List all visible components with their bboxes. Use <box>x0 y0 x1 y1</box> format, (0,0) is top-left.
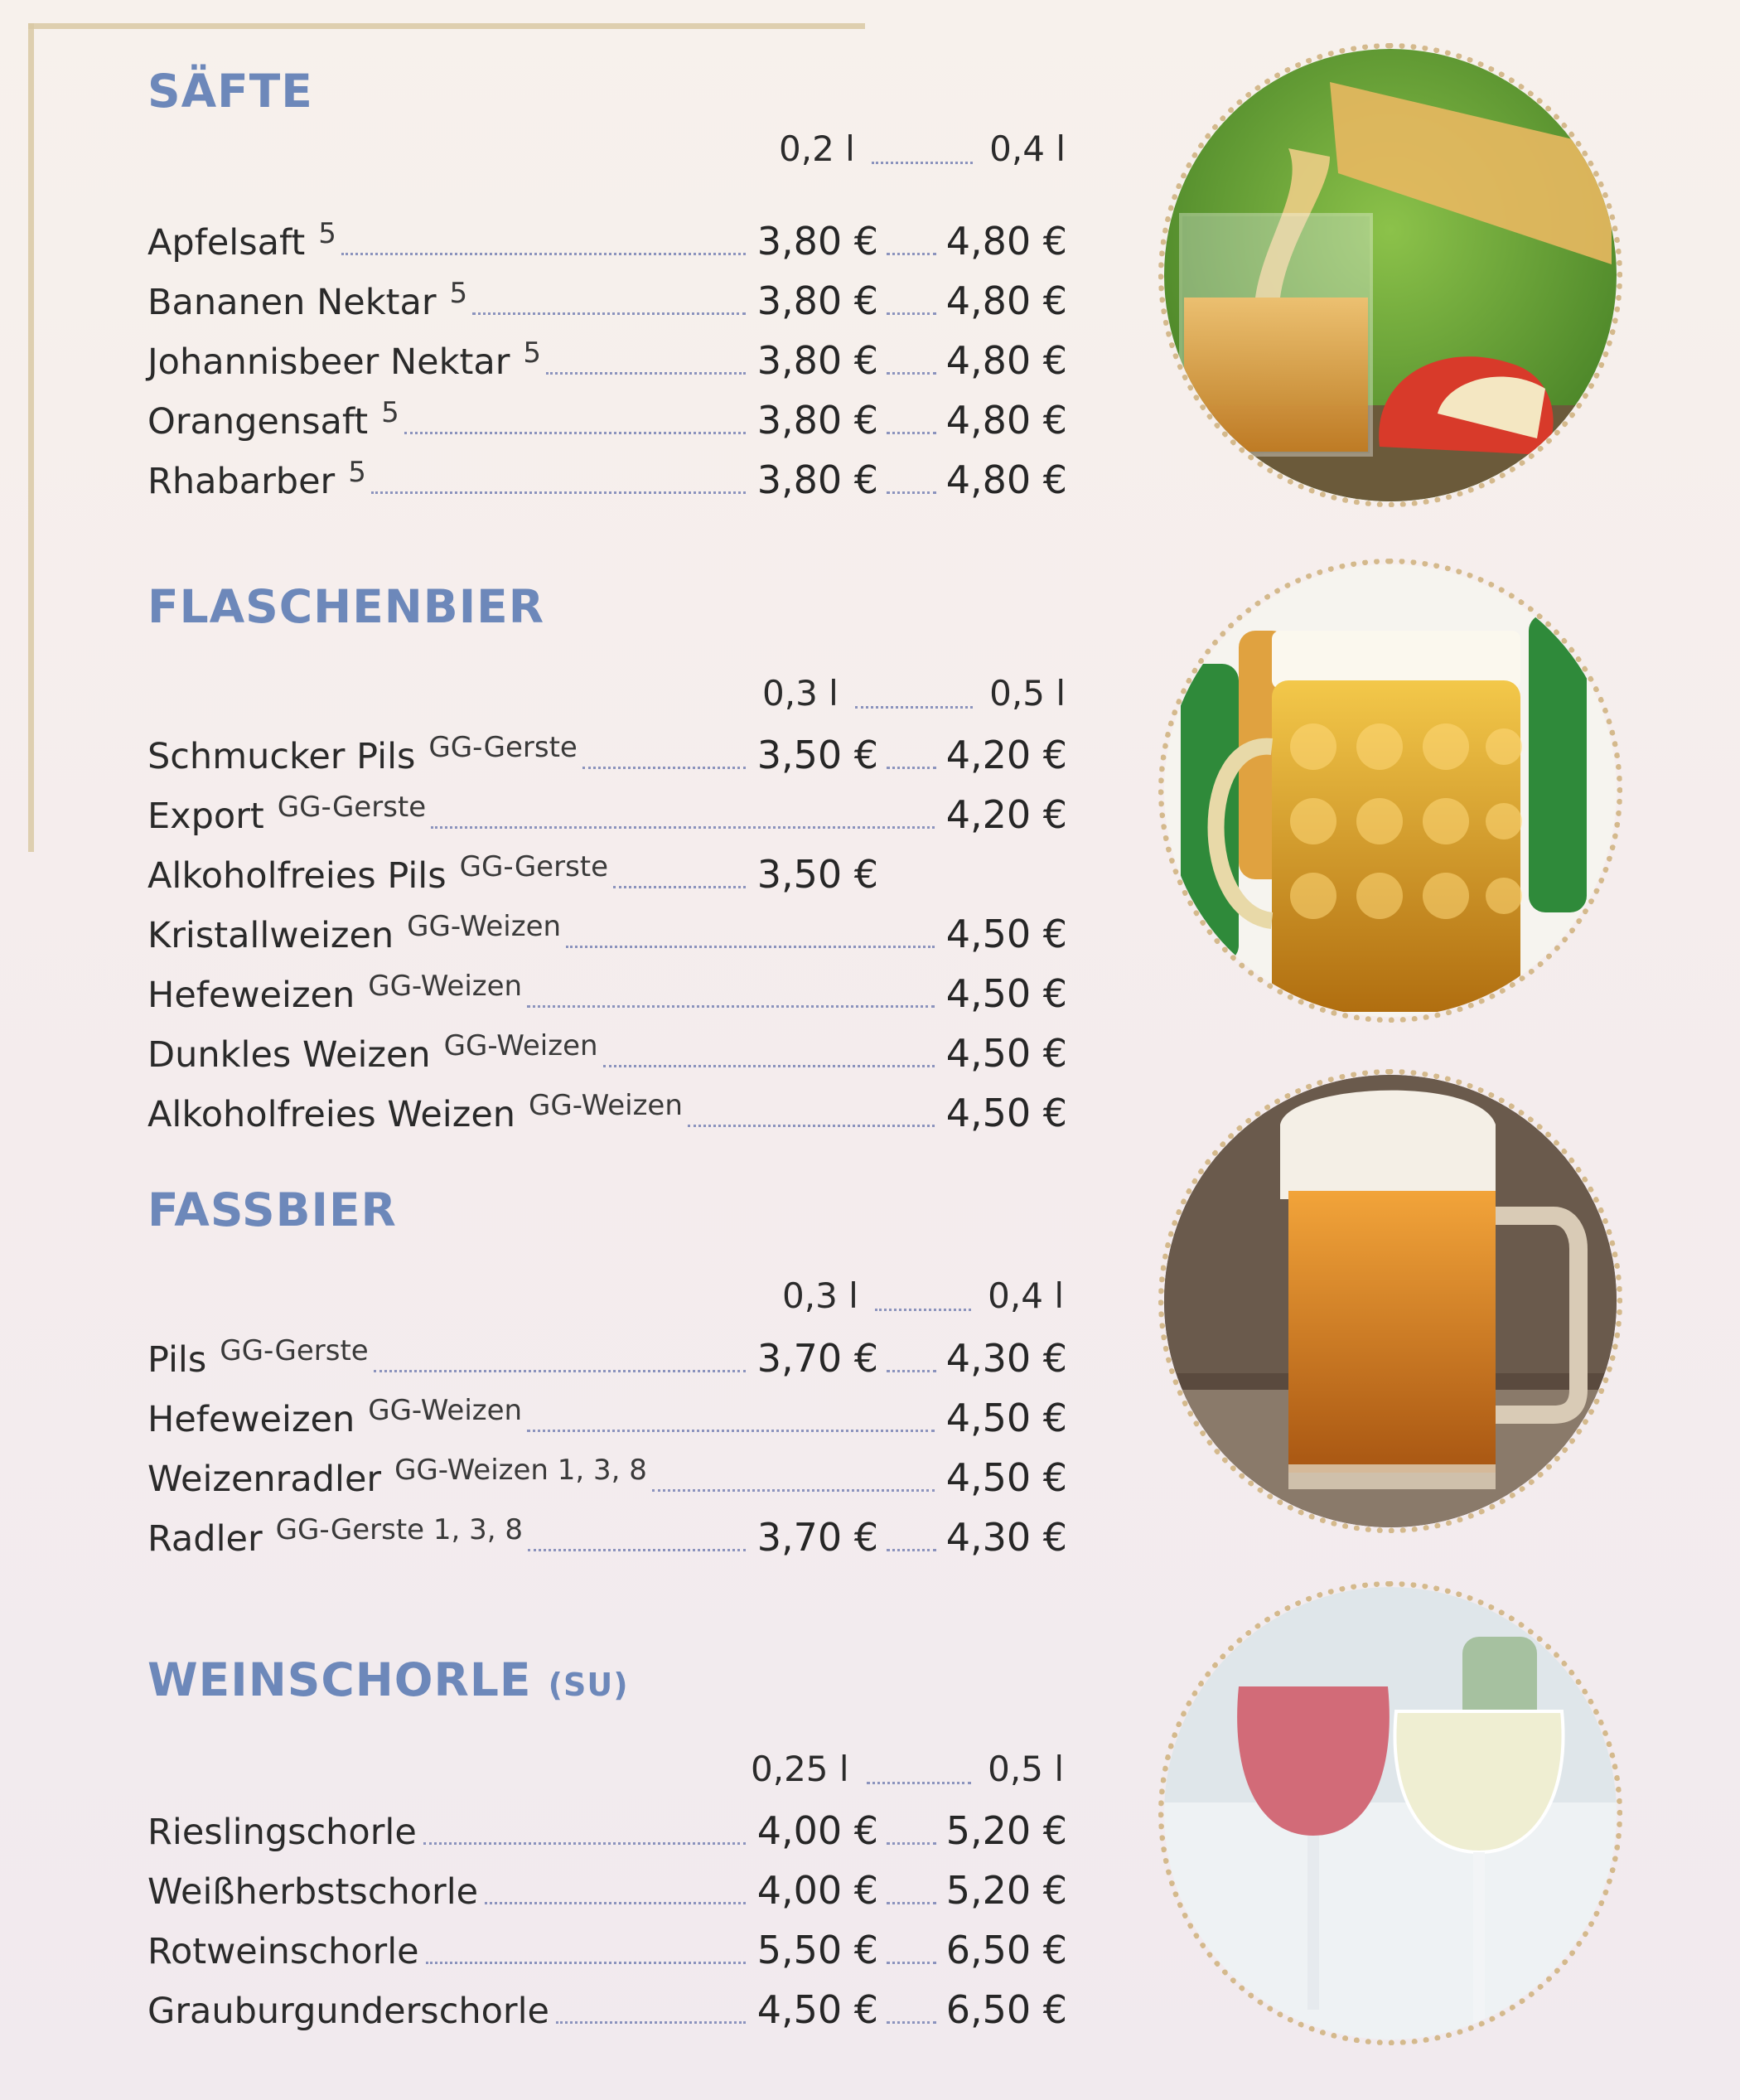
leader-dots <box>341 253 746 255</box>
apple-juice-photo <box>1158 43 1622 507</box>
size-small: 0,25 l <box>751 1749 849 1789</box>
menu-item-row <box>147 910 1067 960</box>
price-large: 6,50 € <box>945 1987 1067 2032</box>
size-small: 0,3 l <box>782 1275 858 1316</box>
leader-dots <box>887 253 936 255</box>
item-note: 5 <box>318 217 336 250</box>
leader-dots <box>566 946 935 948</box>
item-name: Weizenradler <box>147 1459 382 1500</box>
menu-item-row <box>147 970 1067 1019</box>
bottled-beer-mug-photo <box>1158 559 1622 1023</box>
item-name: Rhabarber <box>147 461 336 502</box>
item-name: Alkoholfreies Weizen <box>147 1094 516 1135</box>
item-note: GG-Gerste <box>459 850 609 883</box>
price-large: 4,50 € <box>945 1455 1067 1500</box>
item-name: Export <box>147 796 264 837</box>
item-note: GG-Gerste 1, 3, 8 <box>275 1513 524 1546</box>
menu-item-row <box>147 1986 1067 2035</box>
frame-border-left <box>28 23 34 852</box>
price-large: 4,50 € <box>945 1396 1067 1440</box>
section-title-main: WEINSCHORLE <box>147 1653 532 1706</box>
price-large: 4,80 € <box>945 338 1067 383</box>
price-large: 6,50 € <box>945 1928 1067 1972</box>
item-name: Hefeweizen <box>147 975 355 1016</box>
leader-dots <box>527 1005 935 1008</box>
leader-dots <box>855 706 973 709</box>
price-large: 5,20 € <box>945 1868 1067 1913</box>
leader-dots <box>652 1489 935 1492</box>
size-header <box>762 673 1066 714</box>
leader-dots <box>582 767 746 769</box>
section-title: FLASCHENBIER <box>147 580 545 633</box>
price-small: 3,50 € <box>756 852 878 897</box>
size-header <box>782 1275 1064 1317</box>
leader-dots <box>603 1065 935 1067</box>
price-large: 4,30 € <box>945 1336 1067 1381</box>
leader-dots <box>426 1962 746 1964</box>
leader-dots <box>485 1902 746 1904</box>
leader-dots <box>887 432 936 434</box>
menu-item-row <box>147 1807 1067 1856</box>
item-name: Dunkles Weizen <box>147 1034 431 1076</box>
leader-dots <box>875 1309 971 1311</box>
price-small: 3,80 € <box>756 219 878 264</box>
price-large: 4,50 € <box>945 912 1067 956</box>
price-large: 5,20 € <box>945 1808 1067 1853</box>
price-small: 3,80 € <box>756 338 878 383</box>
menu-item-row <box>147 791 1067 840</box>
size-small: 0,2 l <box>779 128 855 169</box>
leader-dots <box>431 826 935 829</box>
item-name: Rieslingschorle <box>147 1812 417 1853</box>
price-small: 3,70 € <box>756 1515 878 1560</box>
item-name: Bananen Nektar <box>147 282 437 323</box>
leader-dots <box>887 767 936 769</box>
price-large: 4,50 € <box>945 971 1067 1016</box>
item-note: GG-Gerste <box>277 791 427 824</box>
item-note: 5 <box>449 277 468 310</box>
menu-item-row <box>147 1926 1067 1976</box>
price-small: 3,80 € <box>756 278 878 323</box>
item-note: GG-Weizen <box>368 1394 523 1427</box>
size-large: 0,4 l <box>989 128 1066 169</box>
size-header <box>779 128 1066 170</box>
leader-dots <box>887 2021 936 2024</box>
size-header <box>751 1749 1064 1790</box>
price-large: 4,30 € <box>945 1515 1067 1560</box>
menu-item-row <box>147 1866 1067 1916</box>
item-name: Radler <box>147 1518 263 1560</box>
menu-item-row <box>147 277 1067 327</box>
leader-dots <box>472 312 746 315</box>
price-small: 4,00 € <box>756 1868 878 1913</box>
leader-dots <box>423 1842 746 1845</box>
menu-item-row <box>147 456 1067 506</box>
item-note: 5 <box>348 456 366 489</box>
leader-dots <box>867 1782 971 1784</box>
leader-dots <box>887 1842 936 1845</box>
leader-dots <box>404 432 746 434</box>
size-large: 0,5 l <box>989 673 1066 714</box>
leader-dots <box>887 372 936 375</box>
leader-dots <box>528 1549 746 1551</box>
price-small: 3,70 € <box>756 1336 878 1381</box>
leader-dots <box>371 491 746 494</box>
leader-dots <box>527 1430 935 1432</box>
menu-item-row <box>147 850 1067 900</box>
price-small: 4,00 € <box>756 1808 878 1853</box>
item-name: Hefeweizen <box>147 1399 355 1440</box>
menu-item-row <box>147 1089 1067 1139</box>
item-name: Kristallweizen <box>147 915 394 956</box>
price-small: 5,50 € <box>756 1928 878 1972</box>
size-large: 0,4 l <box>988 1275 1064 1316</box>
section-title-suffix: (SU) <box>548 1667 629 1703</box>
price-large: 4,80 € <box>945 398 1067 443</box>
item-name: Grauburgunderschorle <box>147 1991 549 2032</box>
leader-dots <box>887 1902 936 1904</box>
menu-item-row <box>147 396 1067 446</box>
item-name: Apfelsaft <box>147 222 306 264</box>
price-small: 3,50 € <box>756 733 878 777</box>
menu-item-row <box>147 1513 1067 1563</box>
price-large: 4,80 € <box>945 219 1067 264</box>
leader-dots <box>374 1370 746 1372</box>
item-note: 5 <box>381 396 399 429</box>
price-large: 4,50 € <box>945 1031 1067 1076</box>
item-note: GG-Weizen <box>443 1029 598 1062</box>
menu-item-row <box>147 1334 1067 1384</box>
leader-dots <box>887 1370 936 1372</box>
price-small: 3,80 € <box>756 457 878 502</box>
item-name: Orangensaft <box>147 401 369 443</box>
frame-border-top <box>28 23 865 29</box>
price-large: 4,80 € <box>945 457 1067 502</box>
menu-item-row <box>147 217 1067 267</box>
leader-dots <box>872 162 973 164</box>
item-name: Rotweinschorle <box>147 1931 419 1972</box>
menu-item-row <box>147 1454 1067 1503</box>
leader-dots <box>556 2021 746 2024</box>
item-note: GG-Weizen <box>368 970 523 1003</box>
item-note: GG-Weizen <box>407 910 562 943</box>
leader-dots <box>887 1962 936 1964</box>
size-large: 0,5 l <box>988 1749 1064 1789</box>
leader-dots <box>887 1549 936 1551</box>
leader-dots <box>688 1125 935 1127</box>
menu-item-row <box>147 1394 1067 1444</box>
item-name: Pils <box>147 1339 207 1381</box>
item-note: 5 <box>523 336 542 370</box>
price-small: 3,80 € <box>756 398 878 443</box>
item-note: GG-Weizen <box>529 1089 683 1122</box>
item-name: Schmucker Pils <box>147 736 416 777</box>
item-note: GG-Gerste <box>428 731 578 764</box>
item-note: GG-Weizen 1, 3, 8 <box>394 1454 647 1487</box>
price-large: 4,80 € <box>945 278 1067 323</box>
leader-dots <box>887 491 936 494</box>
item-name: Johannisbeer Nektar <box>147 341 510 383</box>
price-small: 4,50 € <box>756 1987 878 2032</box>
wine-spritzer-glasses-photo <box>1158 1581 1622 2045</box>
price-large: 4,20 € <box>945 733 1067 777</box>
section-title <box>147 1653 629 1706</box>
section-title: FASSBIER <box>147 1183 397 1236</box>
size-small: 0,3 l <box>762 673 839 714</box>
draft-beer-mug-photo <box>1158 1069 1622 1533</box>
leader-dots <box>546 372 746 375</box>
menu-item-row <box>147 1029 1067 1079</box>
menu-item-row <box>147 336 1067 386</box>
menu-item-row <box>147 731 1067 781</box>
price-large: 4,20 € <box>945 792 1067 837</box>
leader-dots <box>613 886 746 888</box>
item-name: Weißherbstschorle <box>147 1871 479 1913</box>
section-title: SÄFTE <box>147 65 313 118</box>
item-note: GG-Gerste <box>220 1334 369 1367</box>
leader-dots <box>887 312 936 315</box>
price-large: 4,50 € <box>945 1091 1067 1135</box>
item-name: Alkoholfreies Pils <box>147 855 447 897</box>
